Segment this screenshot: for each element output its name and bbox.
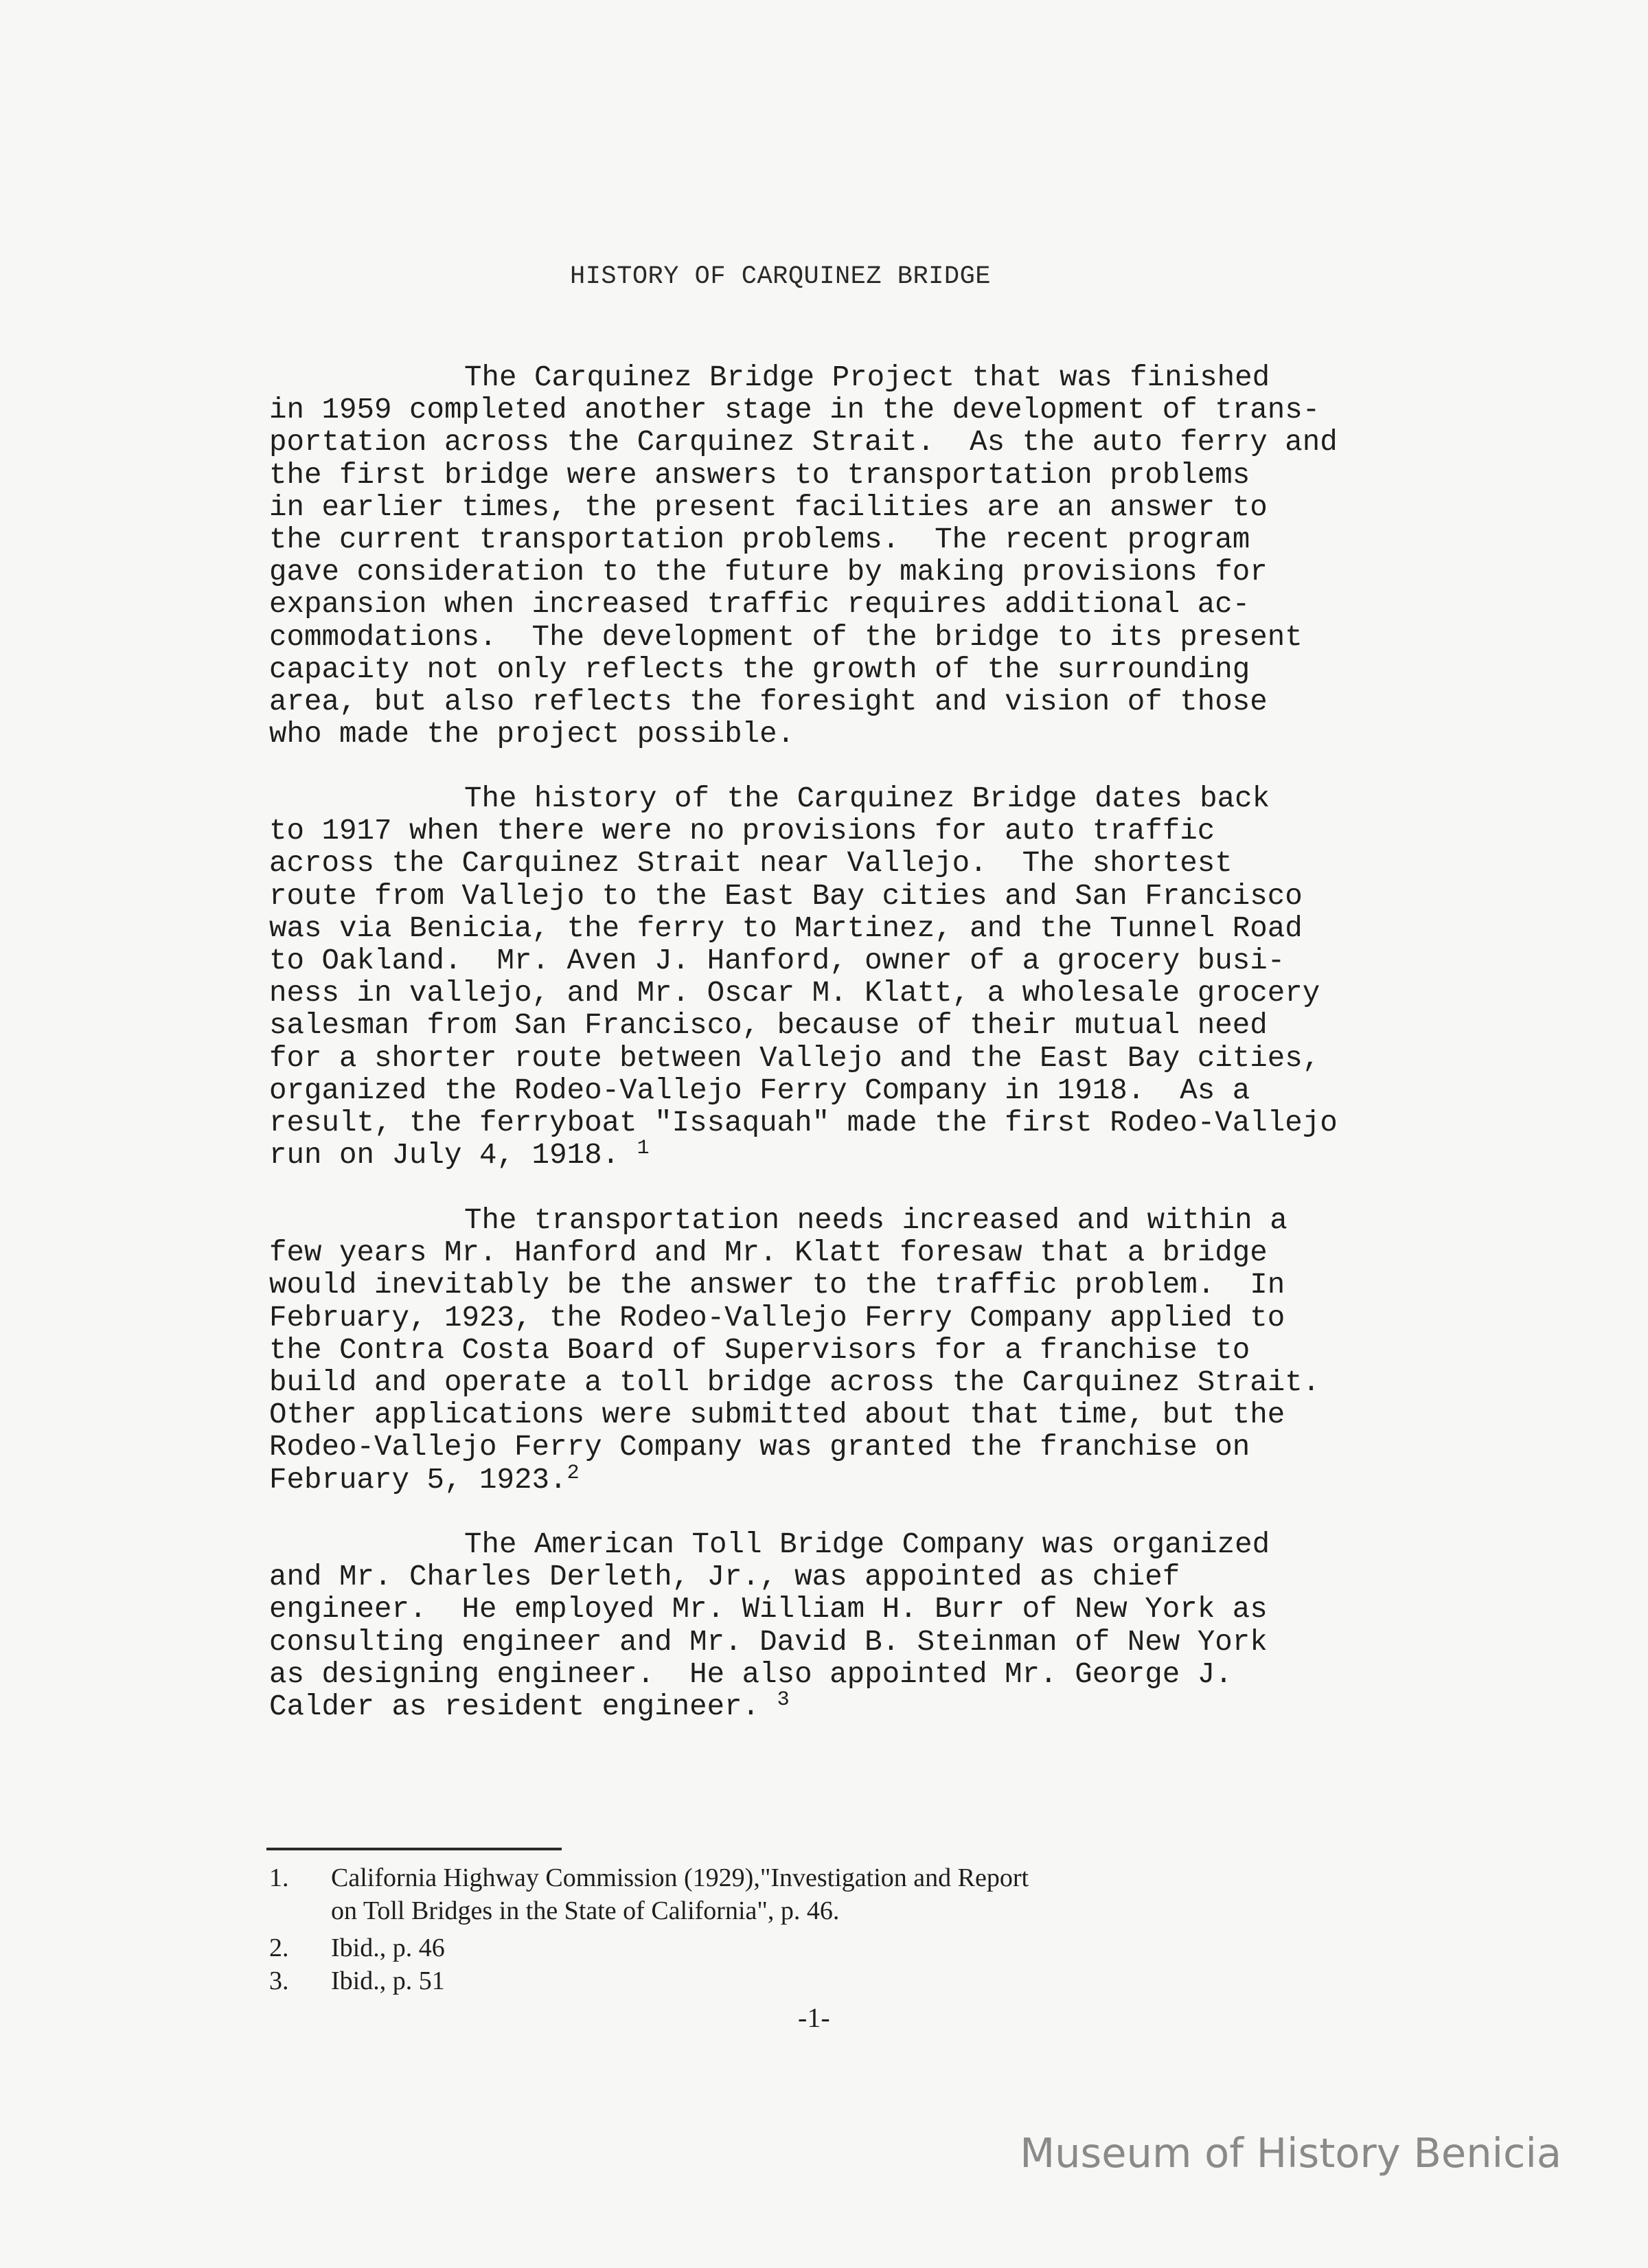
text-line: salesman from San Francisco, because of their mutual need	[269, 1009, 1268, 1043]
text-line: The American Toll Bridge Company was organized	[464, 1528, 1270, 1561]
text-line: Other applications were submitted about that time, but the	[269, 1398, 1285, 1432]
text-line-with-footnote	[269, 1688, 1478, 1723]
text-line: the Contra Costa Board of Supervisors for a franchise to	[269, 1333, 1250, 1367]
footnote-text-continued: on Toll Bridges in the State of California", p. 46.	[331, 1896, 840, 1925]
text-line: few years Mr. Hanford and Mr. Klatt foresaw that a bridge	[269, 1236, 1268, 1270]
paragraph-4	[269, 1529, 1478, 1723]
text-line-content: Calder as resident engineer.	[269, 1690, 760, 1723]
footnote-text: Ibid., p. 51	[331, 1966, 445, 1995]
text-line: February, 1923, the Rodeo-Vallejo Ferry Company applied to	[269, 1301, 1285, 1335]
text-line: portation across the Carquinez Strait. As the auto ferry and	[269, 426, 1338, 460]
text-line: ness in vallejo, and Mr. Oscar M. Klatt, a wholesale grocery	[269, 977, 1320, 1010]
text-line: route from Vallejo to the East Bay cities and San Francisco	[269, 879, 1303, 913]
footnote-item	[269, 1931, 1029, 1964]
watermark: Museum of History Benicia	[1020, 2129, 1561, 2177]
footnote-reference: 3	[777, 1688, 790, 1712]
footnote-reference: 1	[637, 1137, 650, 1161]
text-line: organized the Rodeo-Vallejo Ferry Company in 1918. As a	[269, 1074, 1250, 1107]
footnote-text: California Highway Commission (1929),"Investigation and Report	[331, 1863, 1029, 1892]
text-line: would inevitably be the answer to the traffic problem. In	[269, 1269, 1285, 1302]
text-line: in 1959 completed another stage in the development of trans-	[269, 394, 1320, 427]
footnote-divider	[266, 1848, 562, 1850]
text-line: as designing engineer. He also appointed Mr. George J.	[269, 1657, 1233, 1691]
text-line: who made the project possible.	[269, 718, 795, 751]
footnote-number: 3.	[269, 1966, 289, 1995]
text-line: build and operate a toll bridge across the Carquinez Strait.	[269, 1365, 1320, 1399]
paragraph-2	[269, 783, 1478, 1172]
text-line: was via Benicia, the ferry to Martinez, and the Tunnel Road	[269, 911, 1303, 945]
text-line: to 1917 when there were no provisions for auto traffic	[269, 815, 1215, 848]
text-line: gave consideration to the future by making provisions for	[269, 556, 1268, 589]
document-title: HISTORY OF CARQUINEZ BRIDGE	[570, 262, 991, 291]
footnote-item	[269, 1861, 1029, 1894]
footnote-reference: 2	[566, 1461, 580, 1485]
text-line: in earlier times, the present facilities are an answer to	[269, 490, 1268, 524]
text-line: commodations. The development of the bridge to its present	[269, 620, 1303, 654]
paragraph-1	[269, 362, 1478, 751]
text-line-content: February 5, 1923.	[269, 1463, 567, 1497]
text-line: engineer. He employed Mr. William H. Burr of New York as	[269, 1593, 1268, 1626]
footnotes	[269, 1861, 1029, 1997]
paragraph-3	[269, 1205, 1478, 1497]
text-line: expansion when increased traffic requires additional ac-	[269, 588, 1250, 622]
text-line: capacity not only reflects the growth of the surrounding	[269, 653, 1250, 686]
text-line: the first bridge were answers to transportation problems	[269, 458, 1250, 492]
text-line: and Mr. Charles Derleth, Jr., was appointed as chief	[269, 1561, 1180, 1594]
text-line-with-footnote	[269, 1461, 1478, 1497]
text-line: the current transportation problems. The recent program	[269, 523, 1250, 556]
footnote-number: 2.	[269, 1934, 289, 1962]
text-line: consulting engineer and Mr. David B. Steinman of New York	[269, 1625, 1268, 1659]
footnote-item	[269, 1964, 1029, 1997]
footnote-number: 1.	[269, 1863, 289, 1892]
text-line: The Carquinez Bridge Project that was finished	[464, 361, 1270, 394]
text-line-with-footnote	[269, 1139, 1478, 1172]
text-line: result, the ferryboat "Issaquah" made the first Rodeo-Vallejo	[269, 1106, 1338, 1139]
footnote-text: Ibid., p. 46	[331, 1934, 445, 1962]
text-line: to Oakland. Mr. Aven J. Hanford, owner of a grocery busi-	[269, 944, 1285, 977]
text-line: The transportation needs increased and within a	[464, 1204, 1288, 1237]
text-line: The history of the Carquinez Bridge dates back	[464, 782, 1270, 815]
text-line: for a shorter route between Vallejo and the East Bay cities,	[269, 1041, 1320, 1075]
page-number: -1-	[798, 2002, 830, 2033]
text-line-content: run on July 4, 1918.	[269, 1139, 620, 1172]
text-line: Rodeo-Vallejo Ferry Company was granted the franchise on	[269, 1431, 1250, 1464]
text-line: area, but also reflects the foresight and vision of those	[269, 685, 1268, 718]
text-line: across the Carquinez Strait near Vallejo. The shortest	[269, 847, 1233, 881]
